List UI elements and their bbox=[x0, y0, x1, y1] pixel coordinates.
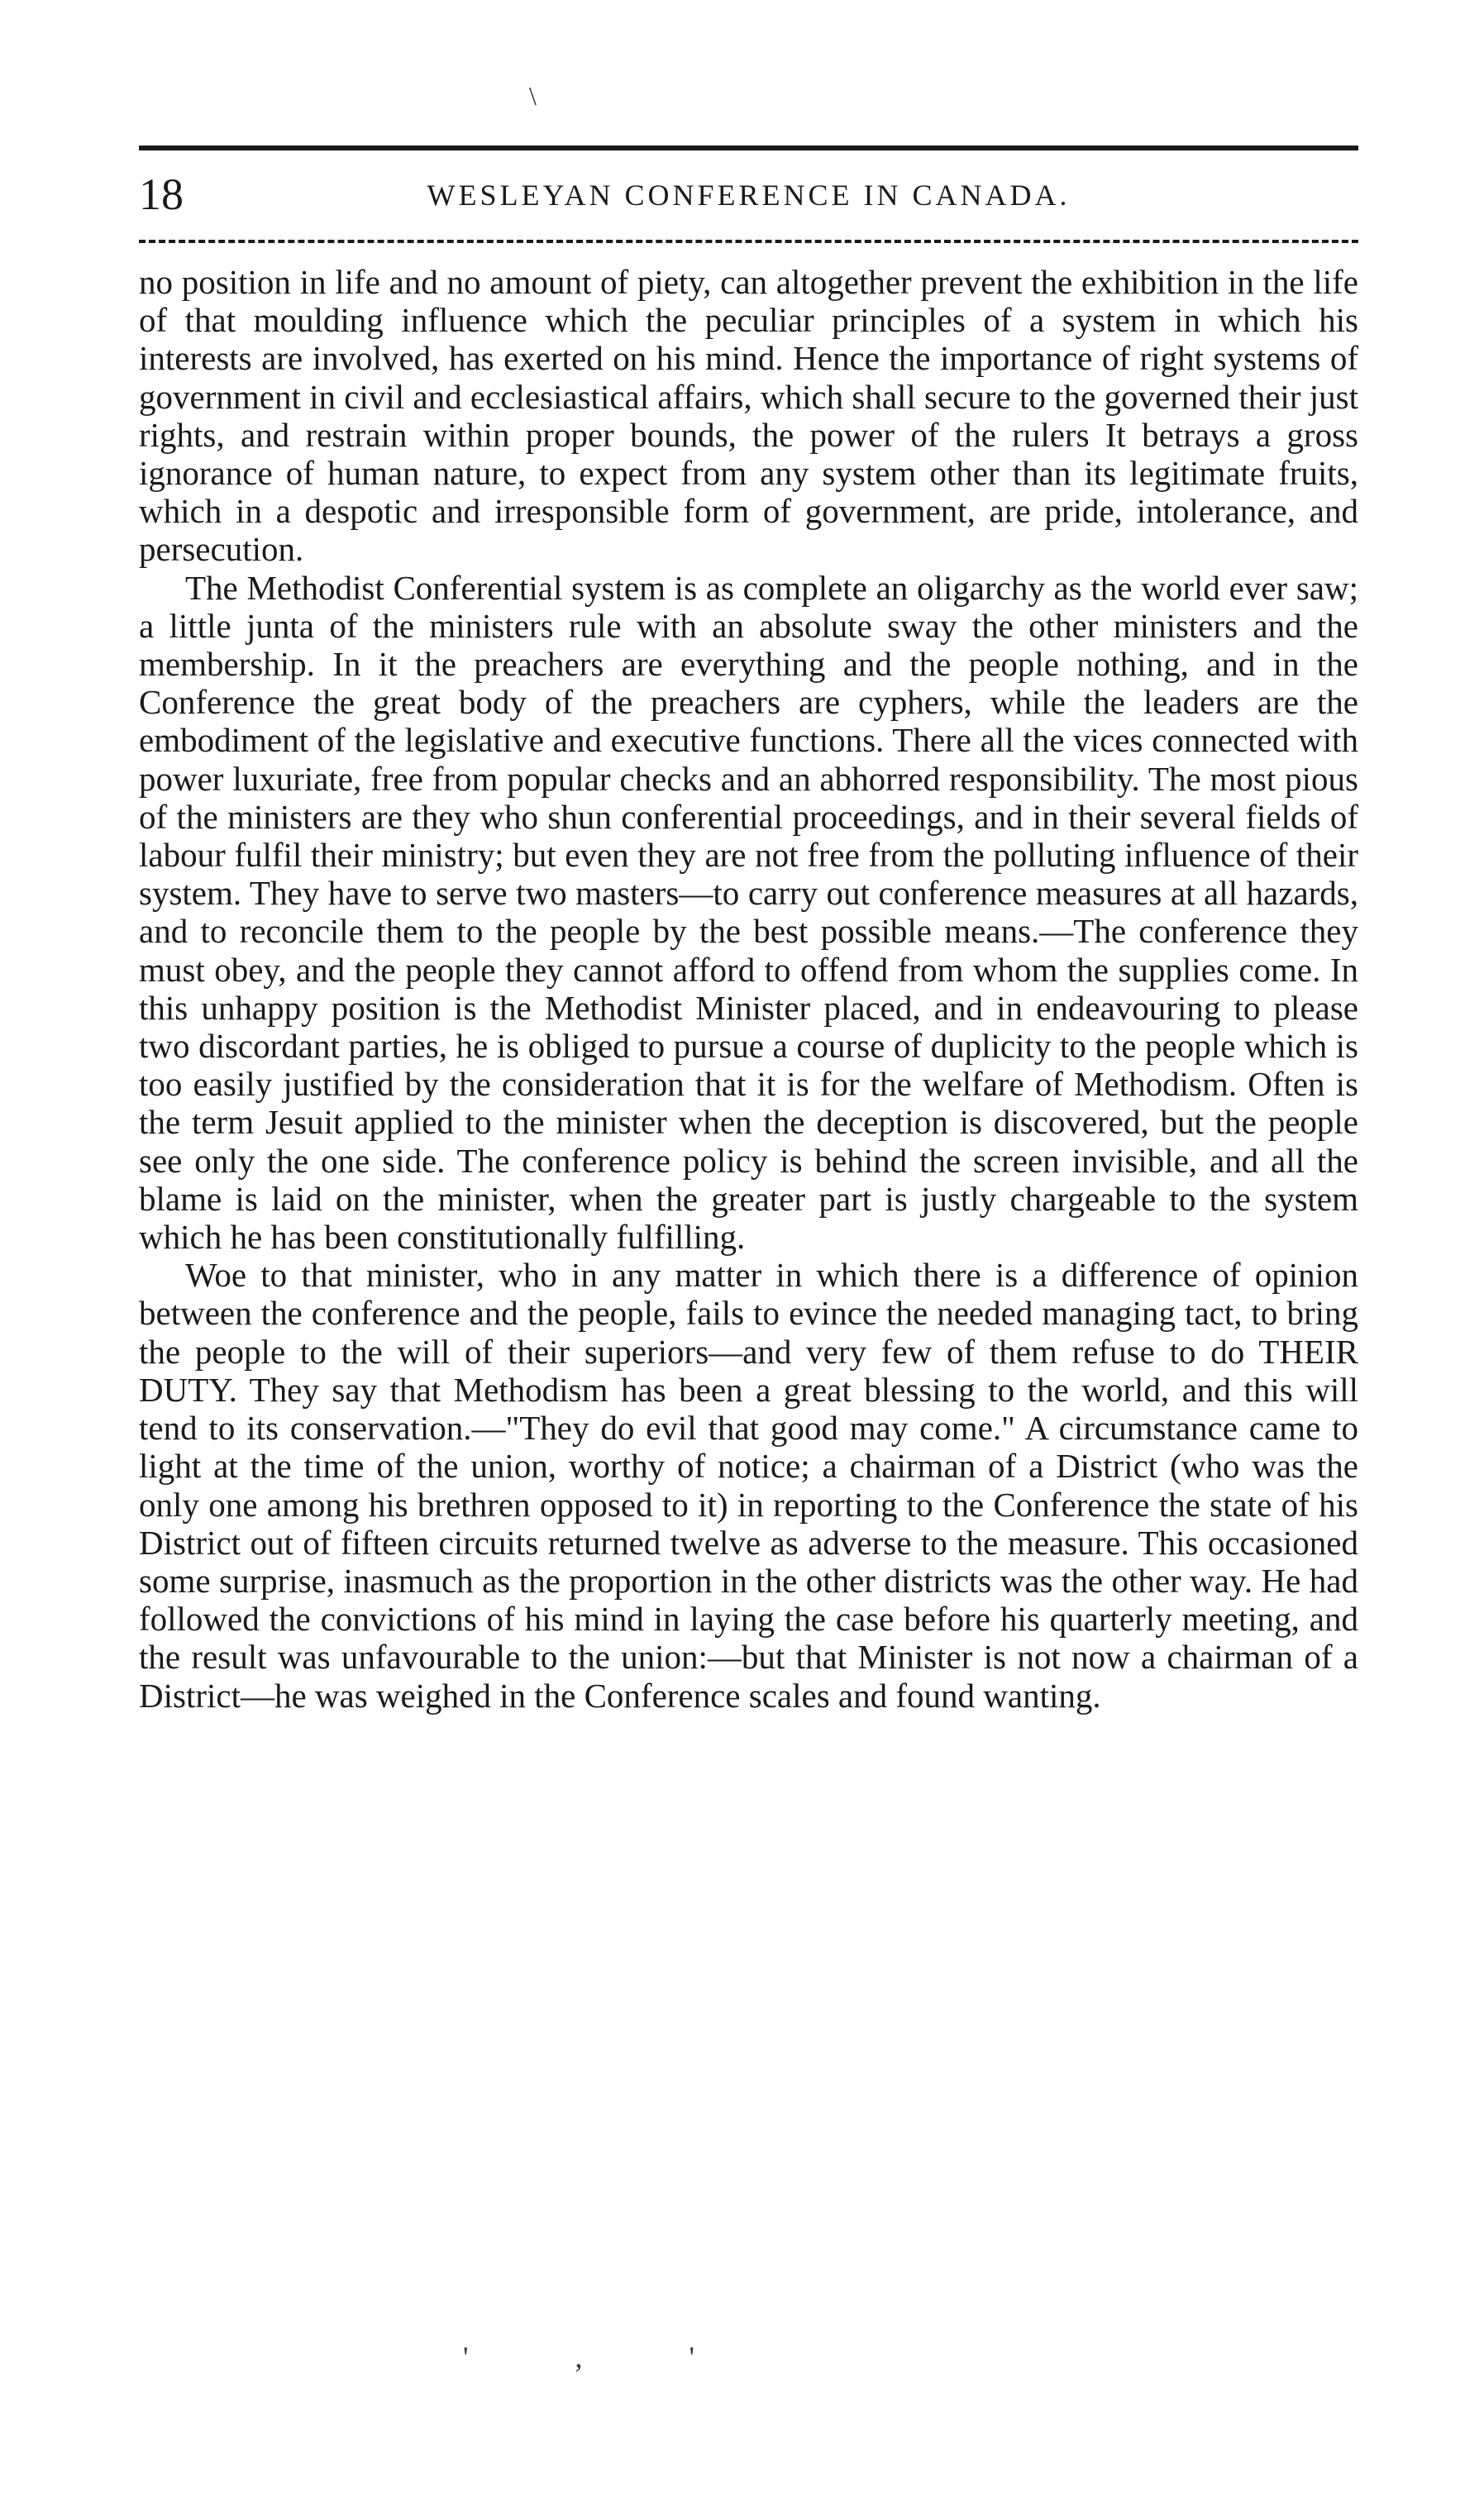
running-head: WESLEYAN CONFERENCE IN CANADA. bbox=[427, 179, 1071, 212]
body-text bbox=[139, 263, 1358, 1715]
header-divider bbox=[139, 240, 1358, 243]
page-header bbox=[139, 169, 1358, 219]
paragraph-3: Woe to that minister, who in any matter in which there is a difference of opinion between the conference and the people, fails to evince the needed managing tact, to bring the people to the will of their superiors—and very few of them refuse to do THEIR DUTY. They say that Methodism has been a great blessing to the world, and this will tend to its conservation.—"They do evil that good may come." A circumstance came to light at the time of the union, worthy of notice; a chairman of a District (who was the only one among his brethren opposed to it) in reporting to the Conference the state of his District out of fifteen circuits returned twelve as adverse to the measure. This occasioned some surprise, inasmuch as the proportion in the other districts was the other way. He had followed the convictions of his mind in laying the case before his quarterly meeting, and the result was unfavourable to the union:—but that Minister is not now a chairman of a District—he was weighed in the Conference scales and found wanting. bbox=[139, 1256, 1358, 1715]
paragraph-2: The Methodist Conferential system is as complete an oligarchy as the world ever saw; a little junta of the ministers rule with an absolute sway the other ministers and the membership. In it the preachers are everything and the people nothing, and in the Conference the great body of the preachers are cyphers, while the leaders are the embodiment of the legislative and executive functions. There all the vices connected with power luxuriate, free from popular checks and an abhorred responsibility. The most pious of the ministers are they who shun conferential proceedings, and in their several fields of labour fulfil their ministry; but even they are not free from the polluting influence of their system. They have to serve two masters—to carry out conference measures at all hazards, and to reconcile them to the people by the best possible means.—The conference they must obey, and the people they cannot afford to offend from whom the supplies come. In this unhappy position is the Methodist Minister placed, and in endeavouring to please two discordant parties, he is obliged to pursue a course of duplicity to the people which is too easily justified by the consideration that it is for the welfare of Methodism. Often is the term Jesuit applied to the minister when the deception is discovered, but the people see only the one side. The conference policy is behind the screen invisible, and all the blame is laid on the minister, when the greater part is justly chargeable to the system which he has been constitutionally fulfilling. bbox=[139, 568, 1358, 1257]
paragraph-1: no position in life and no amount of piety, can altogether prevent the exhibition in the life of that moulding influence which the peculiar principles of a system in which his interests are involved, has exerted on his mind. Hence the importance of right systems of government in civil and ecclesiastical affairs, which shall secure to the governed their just rights, and restrain within proper bounds, the power of the rulers It betrays a gross ignorance of human nature, to expect from any system other than its legitimate fruits, which in a despotic and irresponsible form of government, are pride, intolerance, and persecution. bbox=[139, 263, 1358, 569]
header-rule bbox=[139, 146, 1358, 150]
foot-marks: ' , ' bbox=[463, 2340, 744, 2374]
top-mark: \ bbox=[529, 81, 537, 111]
page-number: 18 bbox=[139, 169, 184, 219]
